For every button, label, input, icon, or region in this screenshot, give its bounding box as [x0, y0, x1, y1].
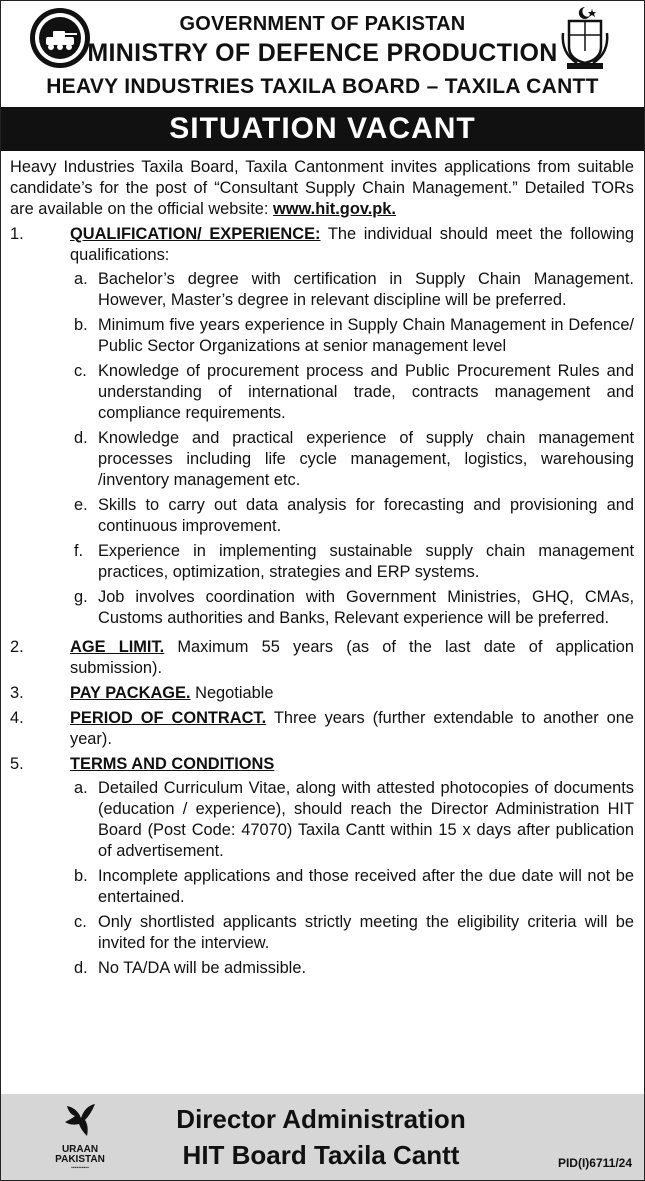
section-3 — [10, 683, 634, 704]
section-text: The individual should meet the following qualifications: — [70, 225, 635, 264]
section-title: QUALIFICATION/ EXPERIENCE: — [70, 225, 321, 243]
uraan-line1: URAAN — [61, 1144, 99, 1155]
intro-text: Heavy Industries Taxila Board, Taxila Cantonment invites applications from suitable candidate’s for the post of “Consultant Supply Chain Management.” Detailed TORs are available on the official website: — [10, 158, 634, 218]
section-number: 1. — [10, 225, 24, 243]
list-item-text: Only shortlisted applicants strictly meeting the eligibility criteria will be invited for the interview. — [98, 913, 634, 952]
footer — [1, 1094, 644, 1180]
list-item-text: Knowledge and practical experience of supply chain management processes including life cycle management, logistics, warehousing /inventory management etc. — [98, 429, 634, 489]
section-title: TERMS AND CONDITIONS — [70, 755, 275, 773]
list-item-letter: b. — [74, 867, 88, 885]
uraan-bird-icon — [63, 1102, 97, 1140]
section-5 — [10, 754, 634, 983]
section-4 — [10, 708, 634, 750]
list-item-letter: a. — [74, 270, 88, 288]
list-item-text: Experience in implementing sustainable supply chain management practices, optimization, strategies and ERP systems. — [98, 542, 634, 581]
section-items — [70, 269, 634, 629]
uraan-tagline-decoration: ▪▪▪▪▪▪▪▪▪▪ — [71, 1165, 89, 1171]
sections-list — [10, 224, 634, 983]
section-content — [70, 637, 634, 679]
list-item-letter: f. — [74, 542, 84, 560]
ministry-title: MINISTRY OF DEFENCE PRODUCTION — [87, 39, 558, 67]
section-text: Three years (further extendable to another one year). — [70, 709, 635, 748]
ad-body — [1, 151, 644, 983]
section-text: Negotiable — [190, 684, 274, 702]
section-number: 3. — [10, 684, 24, 702]
list-item-letter: b. — [74, 316, 88, 334]
list-item-letter: e. — [74, 496, 88, 514]
list-item-text: Job involves coordination with Government Ministries, GHQ, CMAs, Customs authorities and Banks, Relevant experience will be preferred. — [98, 588, 634, 627]
situation-vacant-banner: SITUATION VACANT — [1, 107, 644, 151]
board-title: HEAVY INDUSTRIES TAXILA BOARD – TAXILA CANTT — [46, 75, 599, 98]
list-item-letter: d. — [74, 959, 88, 977]
section-heading-line — [70, 683, 634, 704]
section-number: 5. — [10, 755, 24, 773]
list-item-text: Minimum five years experience in Supply Chain Management in Defence/ Public Sector Organizations at senior management level — [98, 316, 634, 355]
list-item-text: No TA/DA will be admissible. — [98, 959, 306, 977]
list-item — [70, 361, 634, 424]
section-items — [70, 778, 634, 979]
list-item — [70, 315, 634, 357]
section-content — [70, 224, 634, 633]
section-title: AGE LIMIT. — [70, 638, 165, 656]
list-item — [70, 495, 634, 537]
list-item-letter: a. — [74, 779, 88, 797]
list-item — [70, 428, 634, 491]
section-heading-line — [70, 754, 634, 775]
section-1 — [10, 224, 634, 633]
list-item-text: Knowledge of procurement process and Public Procurement Rules and understanding of international trade, contracts management and compliance requirements. — [98, 362, 634, 422]
section-content — [70, 754, 634, 983]
intro-paragraph — [10, 157, 634, 220]
list-item-letter: c. — [74, 913, 87, 931]
section-heading-line — [70, 708, 634, 750]
signatory-title: Director Administration — [176, 1104, 466, 1134]
list-item-text: Skills to carry out data analysis for forecasting and provisioning and continuous improvement. — [98, 496, 634, 535]
list-item — [70, 958, 634, 979]
section-number: 2. — [10, 638, 24, 656]
section-heading-line — [70, 637, 634, 679]
signatory-office: HIT Board Taxila Cantt — [182, 1140, 460, 1170]
uraan-line2: PAKISTAN — [55, 1154, 105, 1165]
section-title: PAY PACKAGE. — [70, 684, 191, 702]
section-title: PERIOD OF CONTRACT. — [70, 709, 267, 727]
list-item — [70, 541, 634, 583]
website-link[interactable]: www.hit.gov.pk. — [273, 200, 396, 218]
list-item-letter: g. — [74, 588, 88, 606]
uraan-pakistan-logo — [45, 1102, 115, 1174]
list-item-text: Detailed Curriculum Vitae, along with attested photocopies of documents (education / experience), should reach the Director Administration HIT Board (Post Code: 47070) Taxila Cantt within 15 x days after publication of advertisement. — [98, 779, 634, 860]
section-2 — [10, 637, 634, 679]
list-item — [70, 912, 634, 954]
section-number: 4. — [10, 709, 24, 727]
section-content — [70, 683, 634, 704]
list-item — [70, 587, 634, 629]
list-item-text: Incomplete applications and those received after the due date will not be entertained. — [98, 867, 634, 906]
list-item-letter: c. — [74, 362, 87, 380]
pid-number: PID(I)6711/24 — [557, 1156, 632, 1170]
list-item — [70, 866, 634, 908]
list-item-letter: d. — [74, 429, 88, 447]
section-heading-line — [70, 224, 634, 266]
section-text: Maximum 55 years (as of the last date of application submission). — [70, 638, 634, 677]
list-item-text: Bachelor’s degree with certification in Supply Chain Management. However, Master’s degree in relevant discipline will be preferred. — [98, 270, 634, 309]
government-title: GOVERNMENT OF PAKISTAN — [179, 13, 466, 35]
list-item — [70, 269, 634, 311]
list-item — [70, 778, 634, 862]
header — [1, 1, 644, 107]
section-content — [70, 708, 634, 750]
